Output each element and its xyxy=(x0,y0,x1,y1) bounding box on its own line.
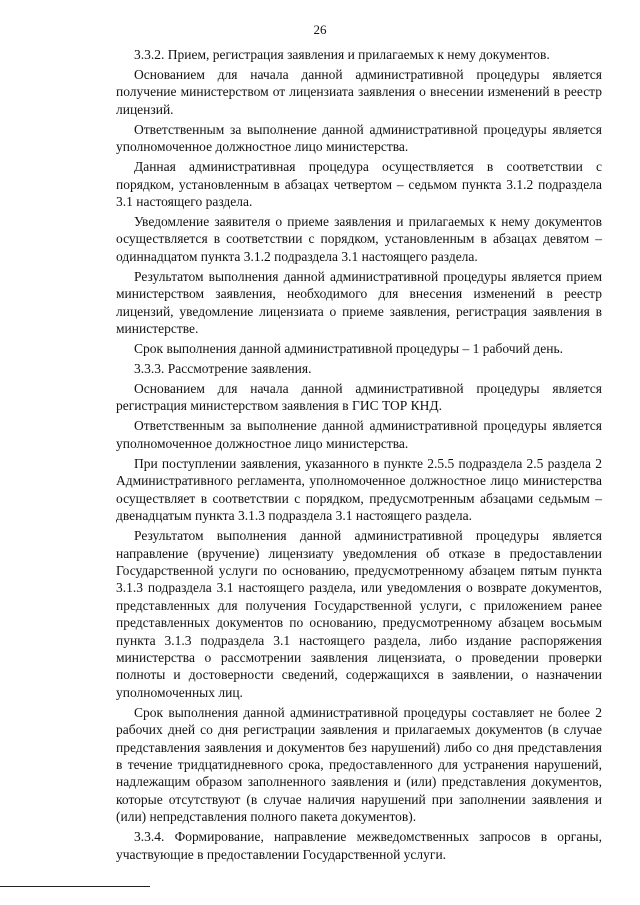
document-body xyxy=(116,46,602,866)
page-number: 26 xyxy=(313,22,327,37)
paragraph: Ответственным за выполнение данной административной процедуры является уполномоченное должностное лицо министерства. xyxy=(116,418,602,451)
footer-divider xyxy=(0,886,150,887)
paragraph: Результатом выполнения данной административной процедуры является прием министерством заявления, необходимого для внесения изменений в реестр лицензий, уведомление лицензиата о приеме заявления, регистрация заявления в министерстве. xyxy=(116,268,602,337)
paragraph: Срок выполнения данной административной процедуры – 1 рабочий день. xyxy=(134,341,563,357)
paragraph: Основанием для начала данной административной процедуры является получение министерством от лицензиата заявления о внесении изменений в реестр лицензий. xyxy=(116,67,602,117)
paragraph: Срок выполнения данной административной процедуры составляет не более 2 рабочих дней со дня регистрации заявления и прилагаемых документов (в случае представления заявления и документов без нарушений) либо со дня представления в течение тридцатидневного срока, предоставленного для устранения нарушений, надлежащим образом заполненного заявления и (или) представления документов, которые отсутствуют (в случае наличия нарушений при заполнении заявления и (или) непредставления полного пакета документов). xyxy=(116,704,602,825)
paragraph: При поступлении заявления, указанного в пункте 2.5.5 подраздела 2.5 раздела 2 Административного регламента, уполномоченное должностное лицо министерства осуществляет в соответствии с порядком, предусмотренным абзацами седьмым – двенадцатым пункта 3.1.3 подраздела 3.1 настоящего раздела. xyxy=(116,455,602,524)
section-heading-3-3-2: 3.3.2. Прием, регистрация заявления и прилагаемых к нему документов. xyxy=(134,47,550,62)
section-heading-3-3-4: 3.3.4. Формирование, направление межведомственных запросов в органы, участвующие в предоставлении Государственной услуги. xyxy=(116,829,602,862)
paragraph: Результатом выполнения данной административной процедуры является направление (вручение) лицензиату уведомления об отказе в предоставлении Государственной услуги по основанию, предусмотренному абзацем пятым пункта 3.1.3 подраздела 3.1 настоящего раздела, или уведомления о возврате документов, представленных для получения Государственной услуги, с приложением ранее представленных документов по основанию, предусмотренному абзацем восьмым пункта 3.1.3 подраздела 3.1 настоящего раздела, либо издание распоряжения министерства о рассмотрении заявления лицензиата, о проведении проверки полноты и достоверности сведений, содержащихся в заявлении, о назначении уполномоченных лиц. xyxy=(116,528,602,700)
paragraph: Уведомление заявителя о приеме заявления и прилагаемых к нему документов осуществляется в соответствии с порядком, установленным в абзацах девятом – одиннадцатом пункта 3.1.2 подраздела 3.1 настоящего раздела. xyxy=(116,214,602,264)
paragraph: Основанием для начала данной административной процедуры является регистрация министерством заявления в ГИС ТОР КНД. xyxy=(116,381,602,414)
paragraph: Ответственным за выполнение данной административной процедуры является уполномоченное должностное лицо министерства. xyxy=(116,121,602,155)
section-heading-3-3-3: 3.3.3. Рассмотрение заявления. xyxy=(134,361,312,377)
paragraph: Данная административная процедура осуществляется в соответствии с порядком, установленным в абзацах четвертом – седьмом пункта 3.1.2 подраздела 3.1 настоящего раздела. xyxy=(116,159,602,210)
